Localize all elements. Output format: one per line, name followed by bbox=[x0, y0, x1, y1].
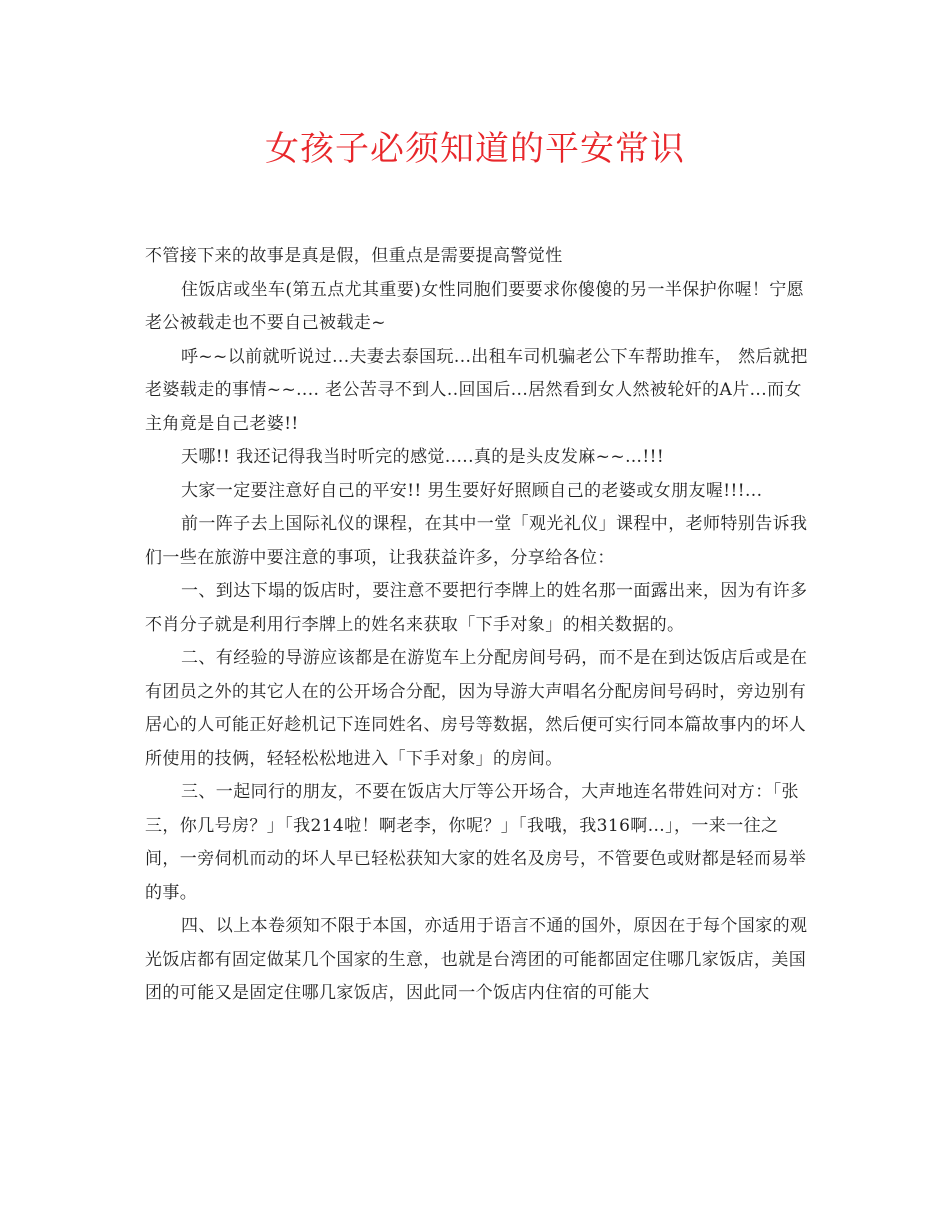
paragraph: 大家一定要注意好自己的平安!! 男生要好好照顾自己的老婆或女朋友喔!!!... bbox=[181, 480, 763, 501]
document-title: 女孩子必须知道的平安常识 bbox=[265, 129, 685, 169]
paragraph: 前一阵子去上国际礼仪的课程，在其中一堂「观光礼仪」课程中，老师特别告诉我们一些在旅游中要注意的事项，让我获益许多，分享给各位： bbox=[145, 514, 808, 568]
paragraph-item-2: 二、有经验的导游应该都是在游览车上分配房间号码，而不是在到达饭店后或是在有团员之外的其它人在的公开场合分配，因为导游大声唱名分配房间号码时，旁边别有居心的人可能正好趁机记下连同姓名、房号等数据，然后便可实行同本篇故事内的坏人所使用的技俩，轻轻松松地进入「下手对象」的房间。 bbox=[145, 648, 808, 769]
paragraph-intro: 不管接下来的故事是真是假，但重点是需要提高警觉性 bbox=[145, 246, 563, 266]
paragraph: 天哪!! 我还记得我当时听完的感觉.....真的是头皮发麻~~…!!! bbox=[181, 447, 665, 467]
paragraph-item-4: 四、以上本卷须知不限于本国，亦适用于语言不通的国外，原因在于每个国家的观光饭店都有固定做某几个国家的生意，也就是台湾团的可能都固定住哪几家饭店，美国团的可能又是固定住哪几家饭店，因此同一个饭店内住宿的可能大 bbox=[145, 916, 808, 1003]
paragraph-item-3: 三、一起同行的朋友，不要在饭店大厅等公开场合，大声地连名带姓问对方：「张三，你几号房？」「我214啦！啊老李，你呢？」「我哦，我316啊...」，一来一往之间，一旁伺机而动的坏人早已轻松获知大家的姓名及房号，不管要色或财都是轻而易举的事。 bbox=[145, 782, 807, 903]
paragraph: 住饭店或坐车(第五点尤其重要)女性同胞们要要求你傻傻的另一半保护你喔！宁愿老公被载走也不要自己被载走~ bbox=[145, 279, 805, 333]
paragraph: 呼~~以前就听说过...夫妻去泰国玩...出租车司机骗老公下车帮助推车， 然后就把老婆载走的事情~~.... 老公苦寻不到人..回国后...居然看到女人然被轮奸的A片...而女主角竟是自己老婆!! bbox=[145, 346, 808, 434]
paragraph-item-1: 一、到达下塌的饭店时，要注意不要把行李牌上的姓名那一面露出来，因为有许多不肖分子就是利用行李牌上的姓名来获取「下手对象」的相关数据的。 bbox=[145, 581, 808, 635]
document-body bbox=[145, 240, 810, 1011]
